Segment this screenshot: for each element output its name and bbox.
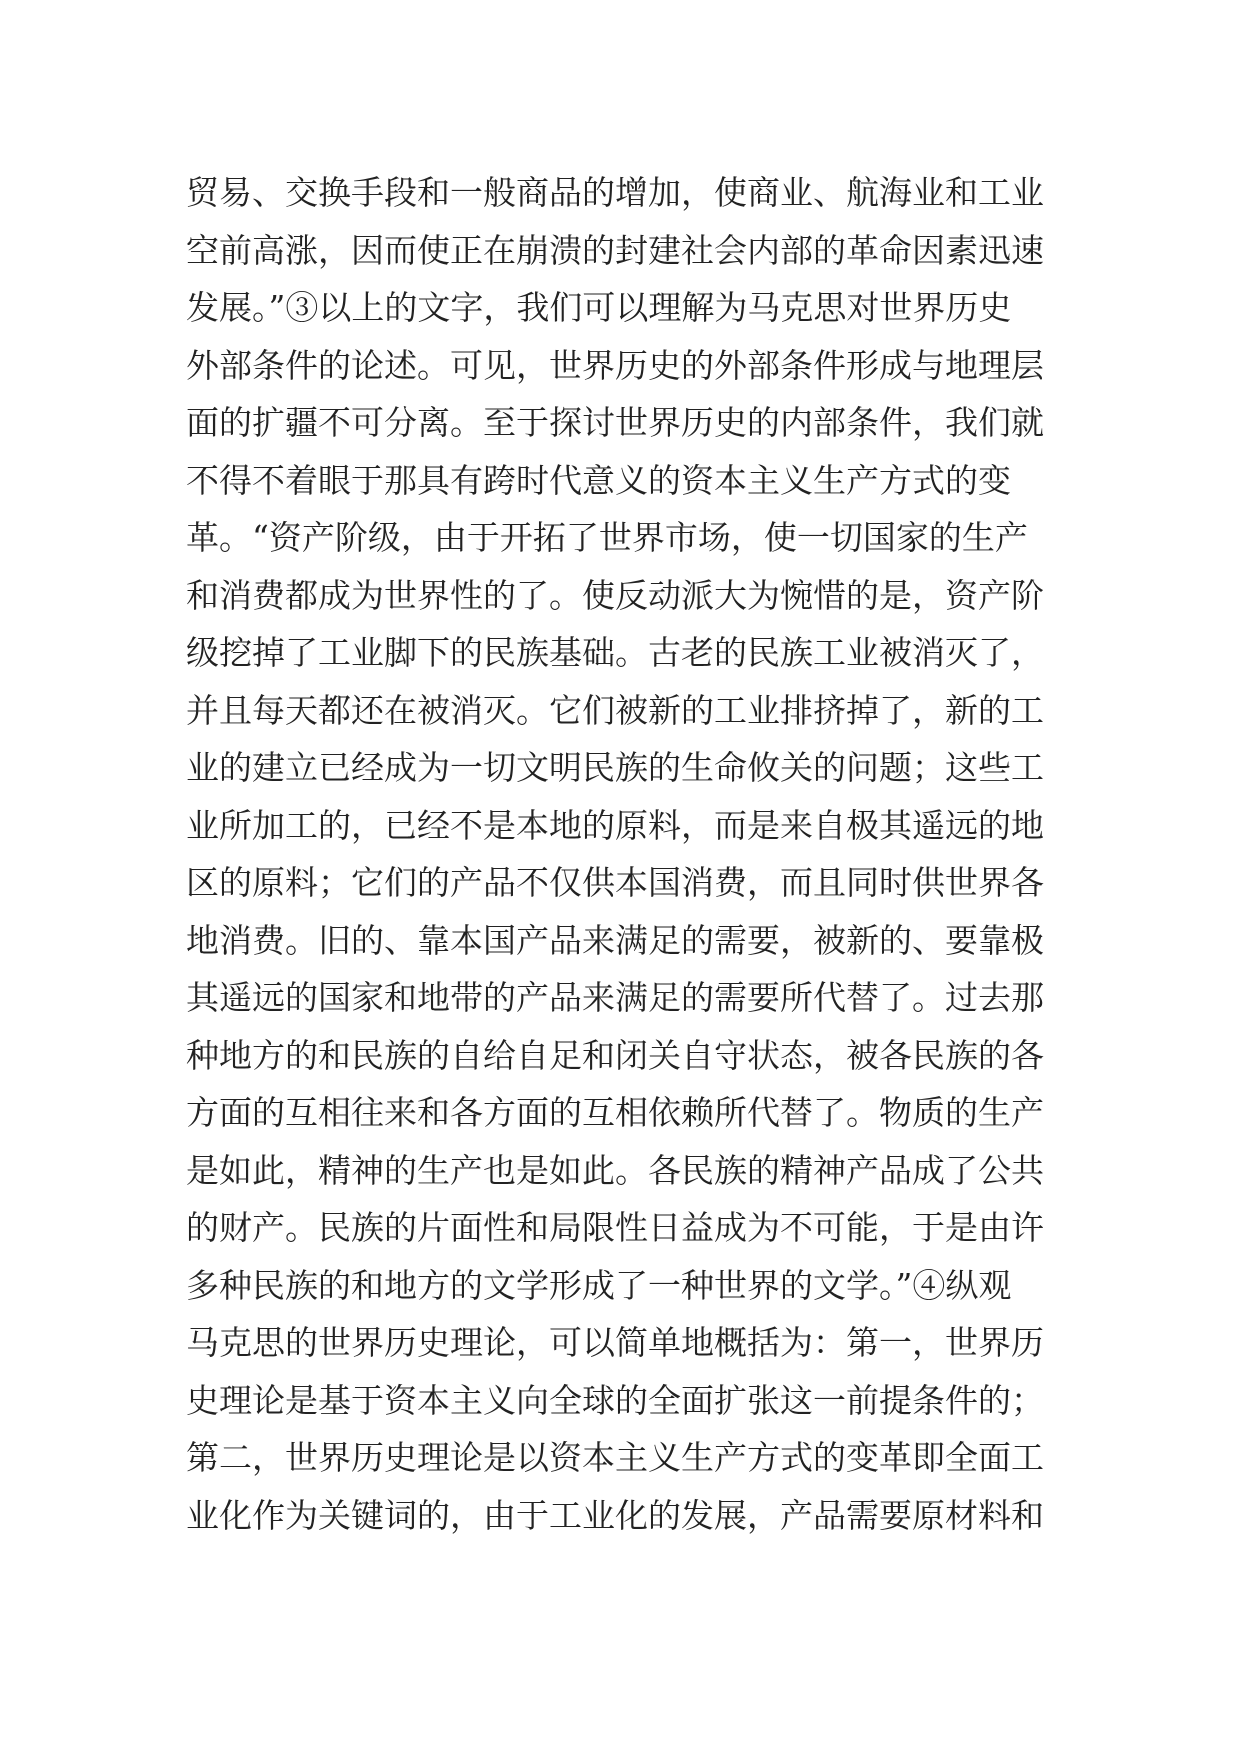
text-line: 和消费都成为世界性的了。使反动派大为惋惜的是，资产阶 [186, 575, 1044, 615]
text-line: 是如此，精神的生产也是如此。各民族的精神产品成了公共 [186, 1150, 1044, 1190]
body-text [186, 164, 1066, 1544]
text-line: 的财产。民族的片面性和局限性日益成为不可能，于是由许 [186, 1208, 1044, 1247]
text-line: 贸易、交换手段和一般商品的增加，使商业、航海业和工业 [186, 173, 1044, 212]
text-line: 区的原料；它们的产品不仅供本国消费，而且同时供世界各 [186, 863, 1044, 902]
text-line: 马克思的世界历史理论，可以简单地概括为：第一，世界历 [186, 1323, 1044, 1362]
text-line: 革。“资产阶级，由于开拓了世界市场，使一切国家的生产 [186, 518, 1028, 557]
text-line: 种地方的和民族的自给自足和闭关自守状态，被各民族的各 [186, 1035, 1044, 1075]
text-line: 级挖掉了工业脚下的民族基础。古老的民族工业被消灭了， [186, 633, 1044, 672]
text-line: 发展。”③以上的文字，我们可以理解为马克思对世界历史 [186, 288, 1012, 327]
text-line: 地消费。旧的、靠本国产品来满足的需要，被新的、要靠极 [186, 920, 1044, 960]
text-line: 空前高涨，因而使正在崩溃的封建社会内部的革命因素迅速 [186, 230, 1044, 270]
text-line: 业所加工的，已经不是本地的原料，而是来自极其遥远的地 [186, 805, 1044, 845]
text-line: 多种民族的和地方的文学形成了一种世界的文学。”④纵观 [186, 1265, 1012, 1305]
text-line: 业化作为关键词的，由于工业化的发展，产品需要原材料和 [186, 1495, 1044, 1535]
text-line: 面的扩疆不可分离。至于探讨世界历史的内部条件，我们就 [186, 403, 1044, 442]
text-line: 不得不着眼于那具有跨时代意义的资本主义生产方式的变 [186, 460, 1011, 500]
text-line: 外部条件的论述。可见，世界历史的外部条件形成与地理层 [186, 345, 1044, 385]
text-line: 其遥远的国家和地带的产品来满足的需要所代替了。过去那 [186, 978, 1044, 1017]
text-line: 业的建立已经成为一切文明民族的生命攸关的问题；这些工 [186, 748, 1044, 787]
text-line: 方面的互相往来和各方面的互相依赖所代替了。物质的生产 [186, 1093, 1044, 1132]
text-line: 第二，世界历史理论是以资本主义生产方式的变革即全面工 [186, 1438, 1044, 1477]
text-line: 并且每天都还在被消灭。它们被新的工业排挤掉了，新的工 [186, 690, 1044, 730]
text-line: 史理论是基于资本主义向全球的全面扩张这一前提条件的； [186, 1380, 1044, 1420]
